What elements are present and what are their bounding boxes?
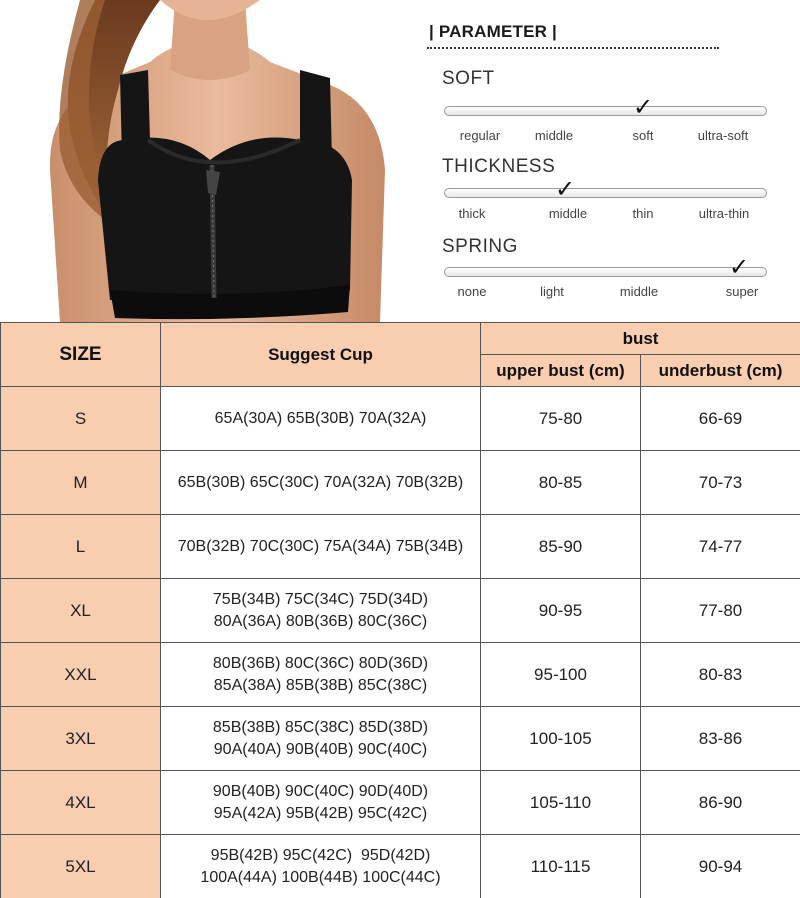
cup-cell <box>161 771 481 835</box>
param-group-thickness <box>425 156 800 236</box>
param-group-spring <box>425 236 800 316</box>
header-bust: bust <box>481 323 800 355</box>
param-label: light <box>540 284 564 299</box>
param-label: ultra-soft <box>697 128 749 143</box>
check-icon-thickness: ✓ <box>555 176 576 203</box>
param-label: none <box>457 284 487 299</box>
underbust-cell: 80-83 <box>641 643 800 707</box>
param-label: middle <box>619 284 659 299</box>
header-upper-bust: upper bust (cm) <box>481 355 641 387</box>
cup-cell <box>161 643 481 707</box>
size-cell: 3XL <box>1 707 161 771</box>
cup-cell <box>161 835 481 898</box>
size-chart-table <box>0 322 800 898</box>
underbust-cell: 77-80 <box>641 579 800 643</box>
cup-line: 85A(38A) 85B(38B) 85C(38C) <box>213 676 428 694</box>
upper-bust-cell: 105-110 <box>481 771 641 835</box>
upper-bust-cell: 100-105 <box>481 707 641 771</box>
sports-bra-model-image <box>0 0 420 322</box>
size-cell: L <box>1 515 161 579</box>
cup-cell <box>161 387 481 451</box>
param-label: middle <box>534 128 574 143</box>
param-label: thick <box>458 206 486 221</box>
table-row <box>1 579 800 643</box>
table-row <box>1 771 800 835</box>
table-row <box>1 707 800 771</box>
cup-line: 75B(34B) 75C(34C) 75D(34D) <box>212 590 429 608</box>
size-cell: 4XL <box>1 771 161 835</box>
size-cell: 5XL <box>1 835 161 898</box>
underbust-cell: 90-94 <box>641 835 800 898</box>
cup-line: 70B(32B) 70C(30C) 75A(34A) 75B(34B) <box>177 537 464 555</box>
table-row <box>1 643 800 707</box>
param-title-soft: SOFT <box>442 68 495 89</box>
size-cell: XXL <box>1 643 161 707</box>
underbust-cell: 86-90 <box>641 771 800 835</box>
check-icon-spring: ✓ <box>729 254 750 281</box>
underbust-cell: 74-77 <box>641 515 800 579</box>
cup-cell <box>161 451 481 515</box>
size-cell: M <box>1 451 161 515</box>
param-title-spring: SPRING <box>442 236 518 257</box>
check-icon-soft: ✓ <box>633 94 654 121</box>
param-label: ultra-thin <box>698 206 750 221</box>
param-label: soft <box>632 128 654 143</box>
upper-bust-cell: 95-100 <box>481 643 641 707</box>
param-group-soft <box>425 68 800 148</box>
size-cell: S <box>1 387 161 451</box>
param-scale-spring <box>444 267 767 277</box>
upper-bust-cell: 80-85 <box>481 451 641 515</box>
cup-line: 85B(38B) 85C(38C) 85D(38D) <box>212 718 429 736</box>
upper-bust-cell: 75-80 <box>481 387 641 451</box>
cup-line: 65A(30A) 65B(30B) 70A(32A) <box>214 409 427 427</box>
underbust-cell: 66-69 <box>641 387 800 451</box>
size-cell: XL <box>1 579 161 643</box>
cup-line: 100A(44A) 100B(44B) 100C(44C) <box>200 868 441 886</box>
cup-line: 80A(36A) 80B(36B) 80C(36C) <box>213 612 428 630</box>
cup-line: 95B(42B) 95C(42C) 95D(42D) <box>210 846 431 864</box>
underbust-cell: 83-86 <box>641 707 800 771</box>
param-label: thin <box>632 206 654 221</box>
product-photo <box>0 0 420 322</box>
table-row <box>1 387 800 451</box>
table-row <box>1 515 800 579</box>
header-underbust: underbust (cm) <box>641 355 800 387</box>
underbust-cell: 70-73 <box>641 451 800 515</box>
param-label: regular <box>459 128 501 143</box>
parameter-heading: | PARAMETER | <box>429 22 557 41</box>
table-row <box>1 835 800 898</box>
param-label: super <box>725 284 759 299</box>
cup-line: 65B(30B) 65C(30C) 70A(32A) 70B(32B) <box>177 473 464 491</box>
upper-bust-cell: 85-90 <box>481 515 641 579</box>
param-scale-soft <box>444 106 767 116</box>
header-suggest-cup: Suggest Cup <box>161 323 481 387</box>
cup-cell <box>161 707 481 771</box>
cup-cell <box>161 579 481 643</box>
header-size: SIZE <box>1 323 161 387</box>
cup-cell <box>161 515 481 579</box>
dotted-divider <box>427 47 719 49</box>
cup-line: 95A(42A) 95B(42B) 95C(42C) <box>213 804 428 822</box>
cup-line: 90B(40B) 90C(40C) 90D(40D) <box>212 782 429 800</box>
parameter-panel <box>425 0 800 322</box>
param-title-thickness: THICKNESS <box>442 156 556 177</box>
cup-line: 80B(36B) 80C(36C) 80D(36D) <box>212 654 429 672</box>
upper-bust-cell: 110-115 <box>481 835 641 898</box>
cup-line: 90A(40A) 90B(40B) 90C(40C) <box>213 740 428 758</box>
table-row <box>1 451 800 515</box>
param-scale-thickness <box>444 188 767 198</box>
upper-bust-cell: 90-95 <box>481 579 641 643</box>
param-label: middle <box>548 206 588 221</box>
